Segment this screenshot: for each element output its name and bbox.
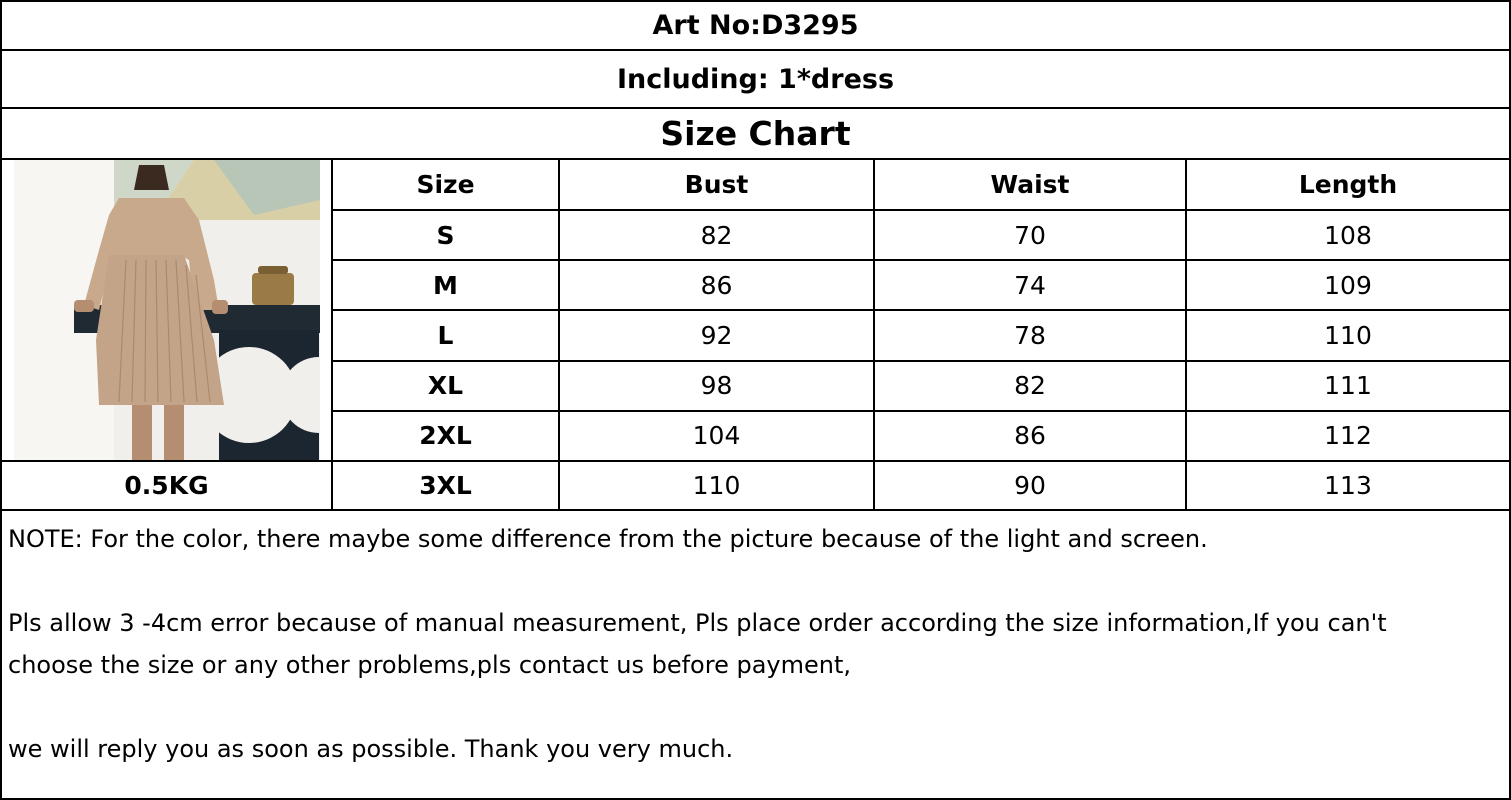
bust-cell: 104 (559, 411, 874, 461)
art-number: Art No:D3295 (2, 2, 1509, 51)
including-line: Including: 1*dress (2, 51, 1509, 109)
bust-cell: 98 (559, 361, 874, 411)
bust-cell: 86 (559, 260, 874, 310)
note-measurement: Pls allow 3 -4cm error because of manual measurement, Pls place order according the size information,If you can't (8, 609, 1387, 637)
waist-cell: 86 (874, 411, 1186, 461)
waist-cell: 82 (874, 361, 1186, 411)
waist-cell: 70 (874, 210, 1186, 260)
bust-cell: 92 (559, 310, 874, 360)
size-chart-title: Size Chart (2, 109, 1509, 160)
waist-cell: 90 (874, 461, 1186, 510)
weight-cell: 0.5KG (2, 461, 332, 510)
length-cell: 110 (1186, 310, 1509, 360)
note-reply: we will reply you as soon as possible. Thank you very much. (8, 735, 734, 763)
size-table (2, 160, 1509, 511)
column-header-waist: Waist (874, 160, 1186, 210)
bust-cell: 82 (559, 210, 874, 260)
bust-cell: 110 (559, 461, 874, 510)
waist-cell: 74 (874, 260, 1186, 310)
size-cell: 3XL (332, 461, 559, 510)
length-cell: 112 (1186, 411, 1509, 461)
product-photo (14, 160, 320, 460)
table-row (2, 461, 1509, 510)
column-header-length: Length (1186, 160, 1509, 210)
size-cell: S (332, 210, 559, 260)
table-header-row (2, 160, 1509, 210)
size-cell: M (332, 260, 559, 310)
size-cell: L (332, 310, 559, 360)
length-cell: 113 (1186, 461, 1509, 510)
size-cell: XL (332, 361, 559, 411)
column-header-bust: Bust (559, 160, 874, 210)
length-cell: 108 (1186, 210, 1509, 260)
waist-cell: 78 (874, 310, 1186, 360)
notes-section (8, 518, 1503, 770)
note-spacer (8, 560, 1503, 602)
column-header-size: Size (332, 160, 559, 210)
note-color: NOTE: For the color, there maybe some difference from the picture because of the light and screen. (8, 525, 1208, 553)
length-cell: 109 (1186, 260, 1509, 310)
size-cell: 2XL (332, 411, 559, 461)
note-contact: choose the size or any other problems,pls contact us before payment, (8, 651, 852, 679)
length-cell: 111 (1186, 361, 1509, 411)
note-spacer (8, 686, 1503, 728)
product-photo-cell (2, 160, 332, 461)
